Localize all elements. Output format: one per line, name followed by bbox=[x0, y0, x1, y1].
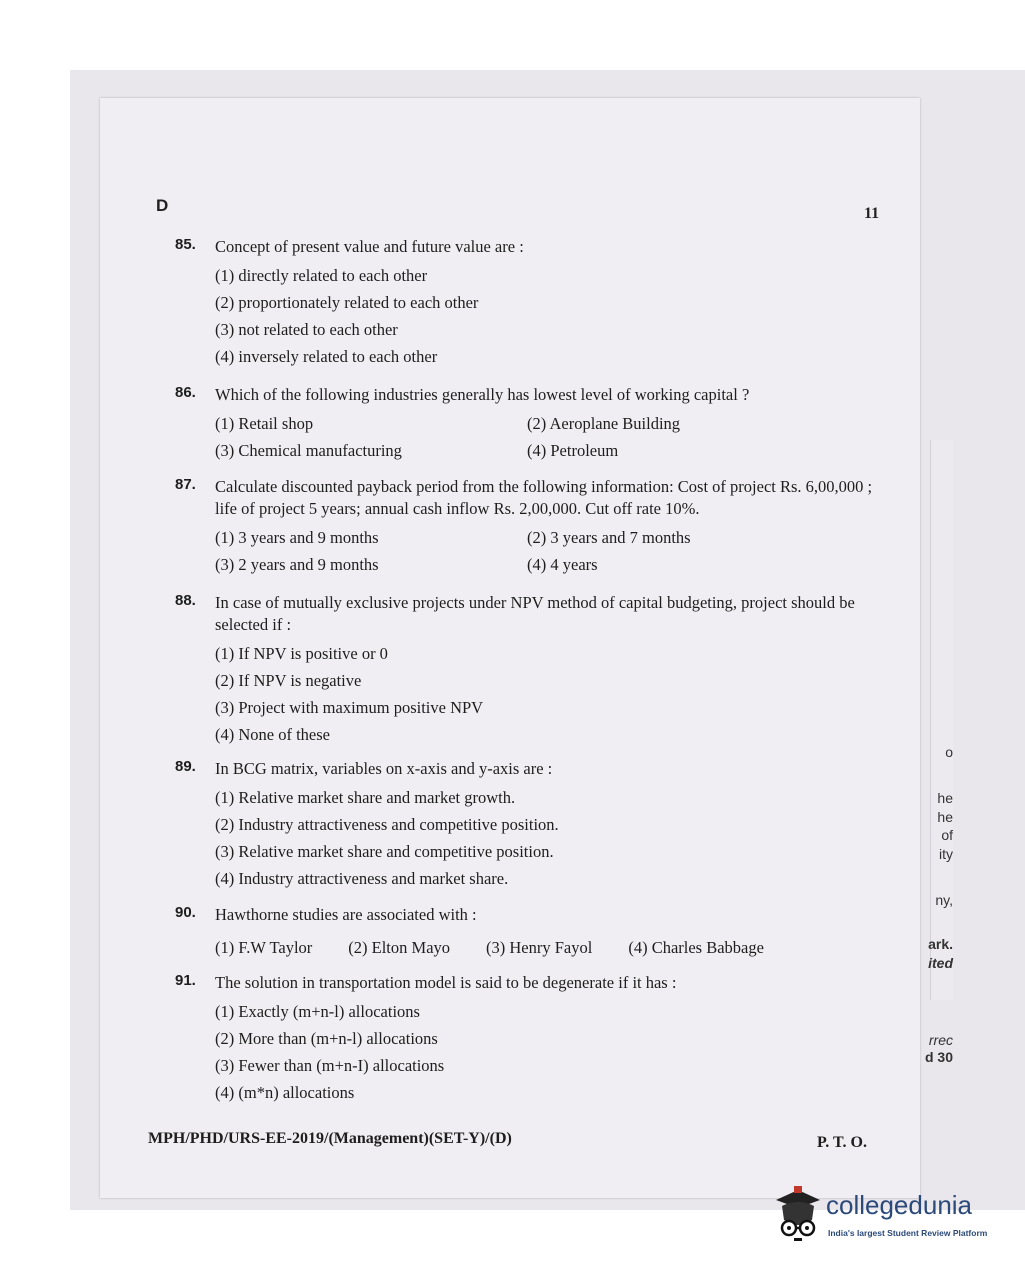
question-89 bbox=[175, 758, 875, 892]
option: (1) Exactly (m+n-l) allocations bbox=[215, 1002, 420, 1021]
option: (3) Project with maximum positive NPV bbox=[215, 698, 484, 717]
option: (4) None of these bbox=[215, 725, 331, 744]
logo-name: collegedunia bbox=[826, 1190, 973, 1220]
option: (2) Elton Mayo bbox=[348, 938, 451, 957]
option: (4) Petroleum bbox=[527, 441, 619, 460]
question-text: In BCG matrix, variables on x-axis and y-axis are : bbox=[215, 759, 553, 778]
question-text: In case of mutually exclusive projects under NPV method of capital budgeting, project should be selected if : bbox=[215, 593, 855, 634]
edge-text-fragment: o bbox=[945, 744, 953, 760]
option: (4) inversely related to each other bbox=[215, 347, 438, 366]
question-text: The solution in transportation model is said to be degenerate if it has : bbox=[215, 973, 677, 992]
option: (1) 3 years and 9 months bbox=[215, 528, 379, 547]
question-text: Hawthorne studies are associated with : bbox=[215, 905, 477, 924]
edge-text-fragment: ark. bbox=[928, 936, 953, 952]
question-number: 86. bbox=[175, 384, 196, 401]
question-number: 85. bbox=[175, 236, 196, 253]
option-list bbox=[215, 784, 875, 892]
edge-text-fragment: rrec bbox=[928, 1032, 953, 1048]
logo-tagline: India's largest Student Review Platform bbox=[828, 1228, 988, 1238]
option: (3) Chemical manufacturing bbox=[215, 441, 402, 460]
option: (3) Henry Fayol bbox=[486, 938, 593, 957]
page-number: 11 bbox=[864, 205, 880, 222]
option: (2) proportionately related to each other bbox=[215, 293, 479, 312]
question-text: Concept of present value and future value are : bbox=[215, 237, 524, 256]
set-letter: D bbox=[156, 196, 169, 215]
question-number: 88. bbox=[175, 592, 196, 609]
question-90 bbox=[175, 904, 875, 961]
question-88 bbox=[175, 592, 875, 748]
please-turn-over: P. T. O. bbox=[817, 1134, 867, 1151]
option: (2) If NPV is negative bbox=[215, 671, 362, 690]
option-list bbox=[215, 998, 875, 1106]
option: (4) Industry attractiveness and market share. bbox=[215, 869, 509, 888]
option: (3) Relative market share and competitive position. bbox=[215, 842, 554, 861]
watermark-logo bbox=[772, 1186, 1002, 1256]
question-number: 89. bbox=[175, 758, 196, 775]
option: (2) 3 years and 7 months bbox=[527, 528, 691, 547]
mascot-icon bbox=[772, 1186, 824, 1246]
underlying-page-edge bbox=[930, 440, 953, 1000]
question-86 bbox=[175, 384, 875, 464]
option: (1) Retail shop bbox=[215, 414, 314, 433]
edge-text-fragment: ity bbox=[939, 846, 953, 862]
question-87 bbox=[175, 476, 875, 578]
question-number: 90. bbox=[175, 904, 196, 921]
option: (1) If NPV is positive or 0 bbox=[215, 644, 388, 663]
edge-text-fragment: d 30 bbox=[924, 1049, 953, 1065]
option: (2) Industry attractiveness and competitive position. bbox=[215, 815, 559, 834]
option-list bbox=[215, 410, 875, 464]
option: (1) directly related to each other bbox=[215, 266, 428, 285]
option-list bbox=[215, 640, 875, 748]
question-number: 91. bbox=[175, 972, 196, 989]
option: (4) 4 years bbox=[527, 555, 598, 574]
question-text: Calculate discounted payback period from the following information: Cost of project Rs. 6,00,000 ; life of project 5 years; annual cash inflow Rs. 2,00,000. Cut off rate 10%. bbox=[215, 477, 873, 518]
paper-code: MPH/PHD/URS-EE-2019/(Management)(SET-Y)/(D) bbox=[148, 1130, 512, 1147]
option-list bbox=[215, 262, 875, 370]
edge-text-fragment: he bbox=[937, 790, 953, 806]
option: (4) (m*n) allocations bbox=[215, 1083, 355, 1102]
option-list bbox=[215, 934, 875, 961]
option: (1) Relative market share and market growth. bbox=[215, 788, 516, 807]
option: (1) F.W Taylor bbox=[215, 938, 313, 957]
option: (4) Charles Babbage bbox=[628, 938, 764, 957]
option: (3) Fewer than (m+n-I) allocations bbox=[215, 1056, 445, 1075]
question-85 bbox=[175, 236, 875, 370]
option: (2) More than (m+n-l) allocations bbox=[215, 1029, 438, 1048]
question-number: 87. bbox=[175, 476, 196, 493]
question-text: Which of the following industries generally has lowest level of working capital ? bbox=[215, 385, 750, 404]
option: (3) 2 years and 9 months bbox=[215, 555, 379, 574]
edge-text-fragment: of bbox=[941, 827, 953, 843]
option: (2) Aeroplane Building bbox=[527, 414, 681, 433]
edge-text-fragment: he bbox=[937, 809, 953, 825]
edge-text-fragment: ny, bbox=[935, 892, 953, 908]
option: (3) not related to each other bbox=[215, 320, 398, 339]
edge-text-fragment: ited bbox=[928, 955, 953, 971]
option-list bbox=[215, 524, 875, 578]
question-91 bbox=[175, 972, 875, 1106]
